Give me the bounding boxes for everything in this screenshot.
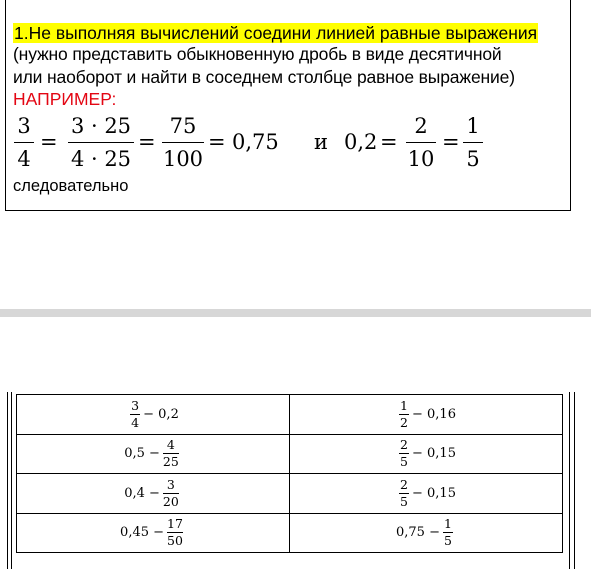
fraction-numerator: 1 <box>400 397 408 413</box>
fraction-bar <box>406 142 436 143</box>
fraction <box>167 517 183 548</box>
task-box <box>5 0 571 211</box>
expression-suffix: − 0,15 <box>412 485 456 501</box>
section-separator <box>0 309 591 317</box>
example-fraction-3 <box>162 112 204 173</box>
frame-line <box>7 392 8 569</box>
fraction-denominator: 4 · 25 <box>70 147 132 171</box>
table-row <box>17 474 563 514</box>
fraction-numerator: 3 <box>166 476 175 492</box>
expression-prefix: 0,5 − <box>124 446 160 462</box>
fraction-numerator: 2 <box>414 114 428 138</box>
task-title: 1.Не выполняя вычислений соедини линией равные выражения <box>14 23 538 43</box>
fraction-numerator: 1 <box>444 516 452 532</box>
fraction-denominator: 4 <box>131 414 140 430</box>
left-cell[interactable] <box>17 474 290 514</box>
expression <box>124 438 182 469</box>
fraction-denominator: 4 <box>17 147 31 171</box>
example-result-1: 0,75 <box>232 130 279 154</box>
fraction-numerator: 2 <box>400 437 408 453</box>
conclusion-text: следовательно <box>13 177 129 195</box>
equals-sign: = <box>40 130 58 154</box>
expression-suffix: − 0,15 <box>412 446 456 462</box>
fraction-denominator: 10 <box>407 147 435 171</box>
right-cell[interactable] <box>290 513 563 553</box>
task-instruction-line-2: (нужно представить обыкновенную дробь в виде десятичной <box>13 44 502 64</box>
fraction-numerator: 4 <box>166 437 175 453</box>
table-row <box>17 395 563 435</box>
expressions-table-frame <box>0 392 591 569</box>
fraction-numerator: 75 <box>169 114 197 138</box>
expression <box>396 478 456 509</box>
task-instruction-line-3: или наоборот и найти в соседнем столбце равное выражение) <box>13 67 515 87</box>
frame-line <box>11 392 12 569</box>
fraction-denominator: 100 <box>162 147 204 171</box>
expression <box>127 399 179 430</box>
example-fraction-4 <box>406 112 436 173</box>
expression-prefix: 0,45 − <box>120 525 165 541</box>
example-and-word: и <box>314 130 328 154</box>
example-equation <box>14 112 574 172</box>
expression <box>120 517 186 548</box>
fraction <box>130 399 140 430</box>
example-fraction-1 <box>14 112 34 173</box>
example-label: НАПРИМЕР: <box>13 89 117 109</box>
equals-sign: = <box>208 130 226 154</box>
table-row <box>17 434 563 474</box>
expression <box>396 517 456 548</box>
fraction-denominator: 5 <box>400 493 408 509</box>
right-cell[interactable] <box>290 434 563 474</box>
frame-line <box>574 392 575 569</box>
fraction-denominator: 25 <box>162 454 179 470</box>
expression-prefix: 0,4 − <box>124 485 160 501</box>
expression <box>396 438 456 469</box>
fraction-bar <box>14 142 34 143</box>
fraction-numerator: 17 <box>167 516 183 532</box>
equals-sign: = <box>380 130 398 154</box>
left-cell[interactable] <box>17 395 290 435</box>
fraction-denominator: 5 <box>400 454 408 470</box>
fraction <box>399 478 409 509</box>
left-cell[interactable] <box>17 513 290 553</box>
fraction <box>163 438 179 469</box>
expression-suffix: − 0,2 <box>143 406 179 422</box>
fraction-numerator: 3 · 25 <box>70 114 132 138</box>
frame-line <box>569 392 570 569</box>
example-fraction-5 <box>463 112 483 173</box>
fraction-denominator: 5 <box>444 533 452 549</box>
example-start-2: 0,2 <box>344 130 378 154</box>
fraction <box>163 478 179 509</box>
right-cell[interactable] <box>290 474 563 514</box>
fraction-bar <box>68 142 134 143</box>
expression <box>124 478 182 509</box>
expression-prefix: 0,75 − <box>396 525 440 541</box>
table-row <box>17 513 563 553</box>
equals-sign: = <box>442 130 460 154</box>
fraction-denominator: 2 <box>400 414 408 430</box>
fraction-numerator: 3 <box>17 114 31 138</box>
right-cell[interactable] <box>290 395 563 435</box>
fraction <box>399 438 409 469</box>
fraction <box>443 517 453 548</box>
fraction-numerator: 3 <box>131 397 140 413</box>
fraction-denominator: 20 <box>162 493 179 509</box>
left-cell[interactable] <box>17 434 290 474</box>
fraction-bar <box>463 142 483 143</box>
expression-suffix: − 0,16 <box>412 406 456 422</box>
fraction-bar <box>162 142 204 143</box>
equals-sign: = <box>138 130 156 154</box>
example-fraction-2 <box>68 112 134 173</box>
fraction-denominator: 50 <box>167 533 183 549</box>
fraction-numerator: 2 <box>400 476 408 492</box>
expression <box>396 399 456 430</box>
fraction-numerator: 1 <box>466 114 480 138</box>
expressions-table <box>16 394 563 553</box>
fraction <box>399 399 409 430</box>
fraction-denominator: 5 <box>466 147 480 171</box>
